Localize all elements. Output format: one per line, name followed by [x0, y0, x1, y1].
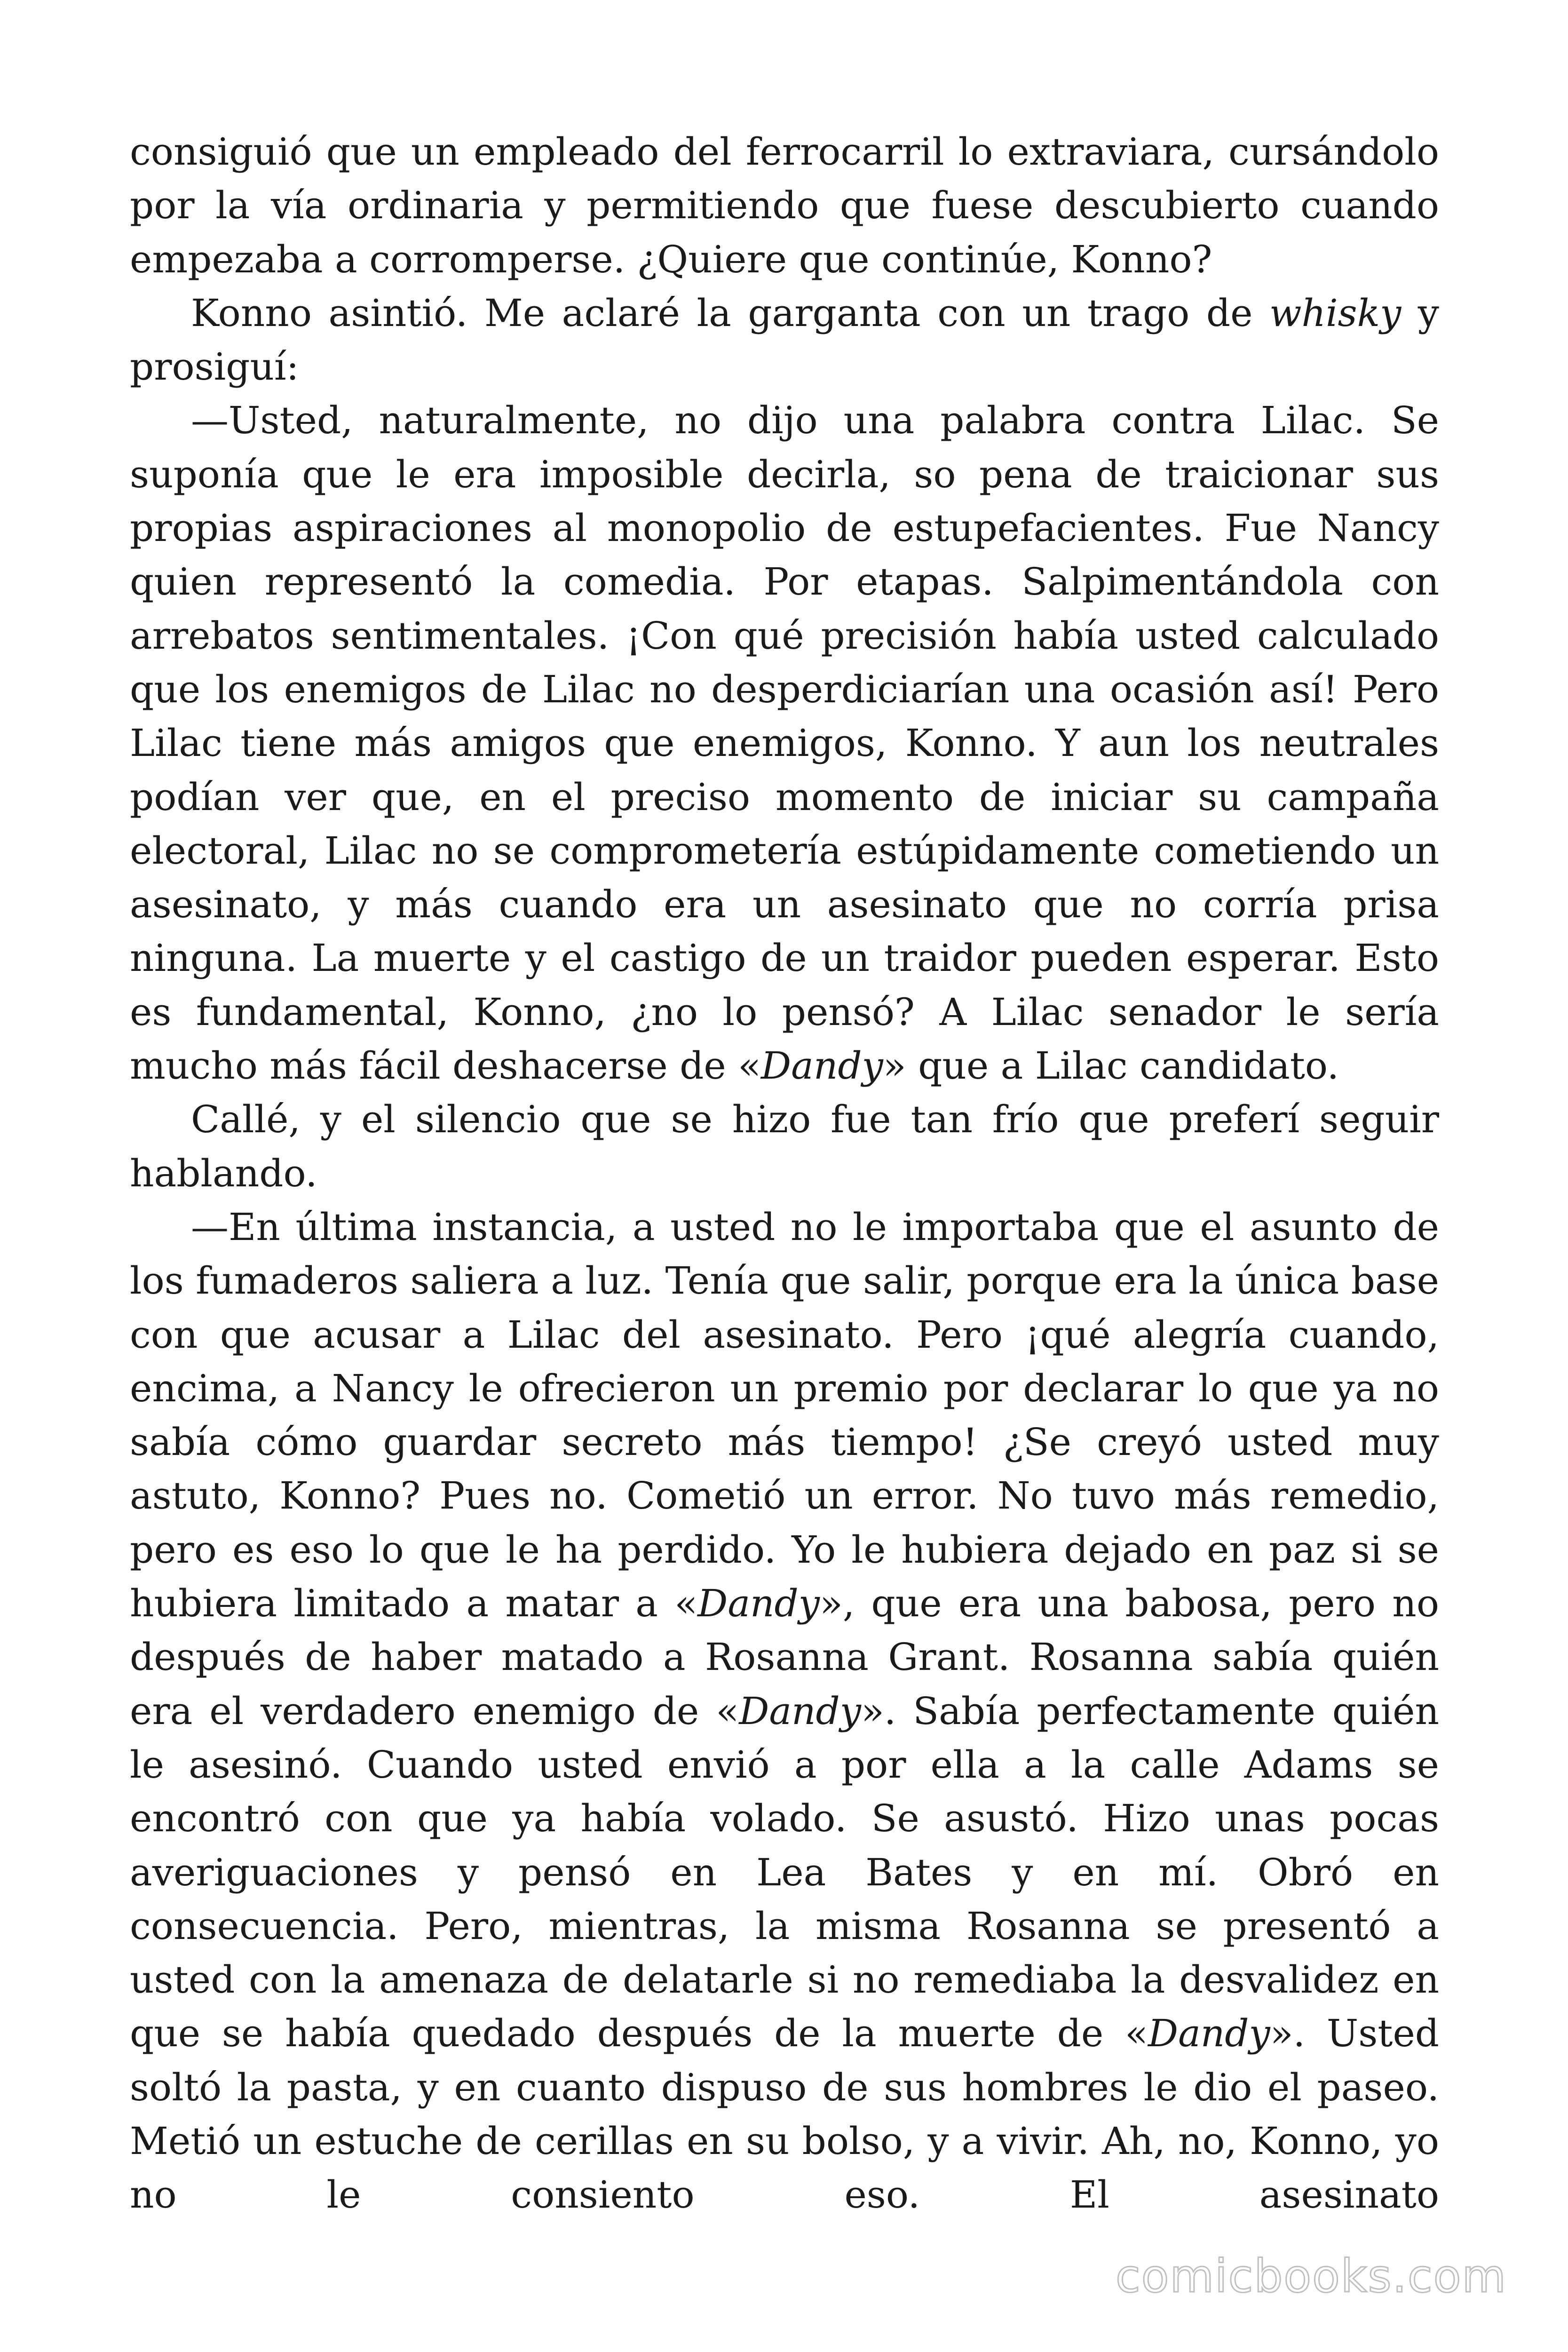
italic-text: Dandy	[1148, 2011, 1270, 2056]
paragraph	[130, 1093, 1439, 1200]
italic-text: Dandy	[739, 1689, 861, 1733]
paragraph	[130, 286, 1439, 394]
book-page-text	[130, 125, 1439, 2222]
italic-text: whisky	[1269, 291, 1402, 335]
paragraph	[130, 1200, 1439, 2222]
paragraph	[130, 125, 1439, 286]
text-run: —Usted, naturalmente, no dijo una palabra contra Lilac. Se suponía que le era imposible decirla, so pena de traicionar sus propias aspiraciones al monopolio de estupefacientes. Fue Nancy quien representó la comedia. Por etapas. Salpimentándola con arrebatos sentimentales. ¡Con qué precisión había usted calculado que los enemigos de Lilac no desperdiciarían una ocasión así! Pero Lilac tiene más amigos que enemigos, Konno. Y aun los neutrales podían ver que, en el preciso momento de iniciar su campaña electoral, Lilac no se comprometería estúpidamente cometiendo un asesinato, y más cuando era un asesinato que no corría prisa ninguna. La muerte y el castigo de un traidor pueden esperar. Esto es fundamental, Konno, ¿no lo pensó? A Lilac senador le sería mucho más fácil deshacerse de «	[130, 398, 1439, 1088]
text-run: —En última instancia, a usted no le importaba que el asunto de los fumaderos saliera a luz. Tenía que salir, porque era la única base con que acusar a Lilac del asesinato. Pero ¡qué alegría cuando, encima, a Nancy le ofrecieron un premio por declarar lo que ya no sabía cómo guardar secreto más tiempo! ¿Se creyó usted muy astuto, Konno? Pues no. Cometió un error. No tuvo más remedio, pero es eso lo que le ha perdido. Yo le hubiera dejado en paz si se hubiera limitado a matar a «	[130, 1205, 1439, 1626]
text-run: consiguió que un empleado del ferrocarril lo extraviara, cursándolo por la vía ordinaria y permitiendo que fuese descubierto cuando empezaba a corromperse. ¿Quiere que continúe, Konno?	[130, 130, 1439, 281]
text-run: ». Usted soltó la pasta, y en cuanto dispuso de sus hombres le dio el paseo. Metió un estuche de cerillas en su bolso, y a vivir. Ah, no, Konno, yo no le consiento eso. El asesinato	[130, 2011, 1440, 2217]
italic-text: Dandy	[761, 1044, 883, 1088]
text-run: Konno asintió. Me aclaré la garganta con un trago de	[191, 291, 1269, 335]
text-run: ». Sabía perfectamente quién le asesinó. Cuando usted envió a por ella a la calle Adams se encontró con que ya había volado. Se asustó. Hizo unas pocas averiguaciones y pensó en Lea Bates y en mí. Obró en consecuencia. Pero, mientras, la misma Rosanna se presentó a usted con la amenaza de delatarle si no remediaba la desvalidez en que se había quedado después de la muerte de «	[130, 1689, 1439, 2056]
paragraph	[130, 394, 1439, 1093]
watermark-logo: comicbooks.com	[1115, 2250, 1507, 2303]
text-run: Callé, y el silencio que se hizo fue tan frío que preferí seguir hablando.	[130, 1097, 1439, 1195]
text-run: », que era una babosa, pero no después de haber matado a Rosanna Grant. Rosanna sabía quién era el verdadero enemigo de «	[130, 1581, 1439, 1733]
italic-text: Dandy	[697, 1581, 820, 1626]
text-run: y prosiguí:	[130, 291, 1440, 389]
text-run: » que a Lilac candidato.	[883, 1044, 1339, 1088]
